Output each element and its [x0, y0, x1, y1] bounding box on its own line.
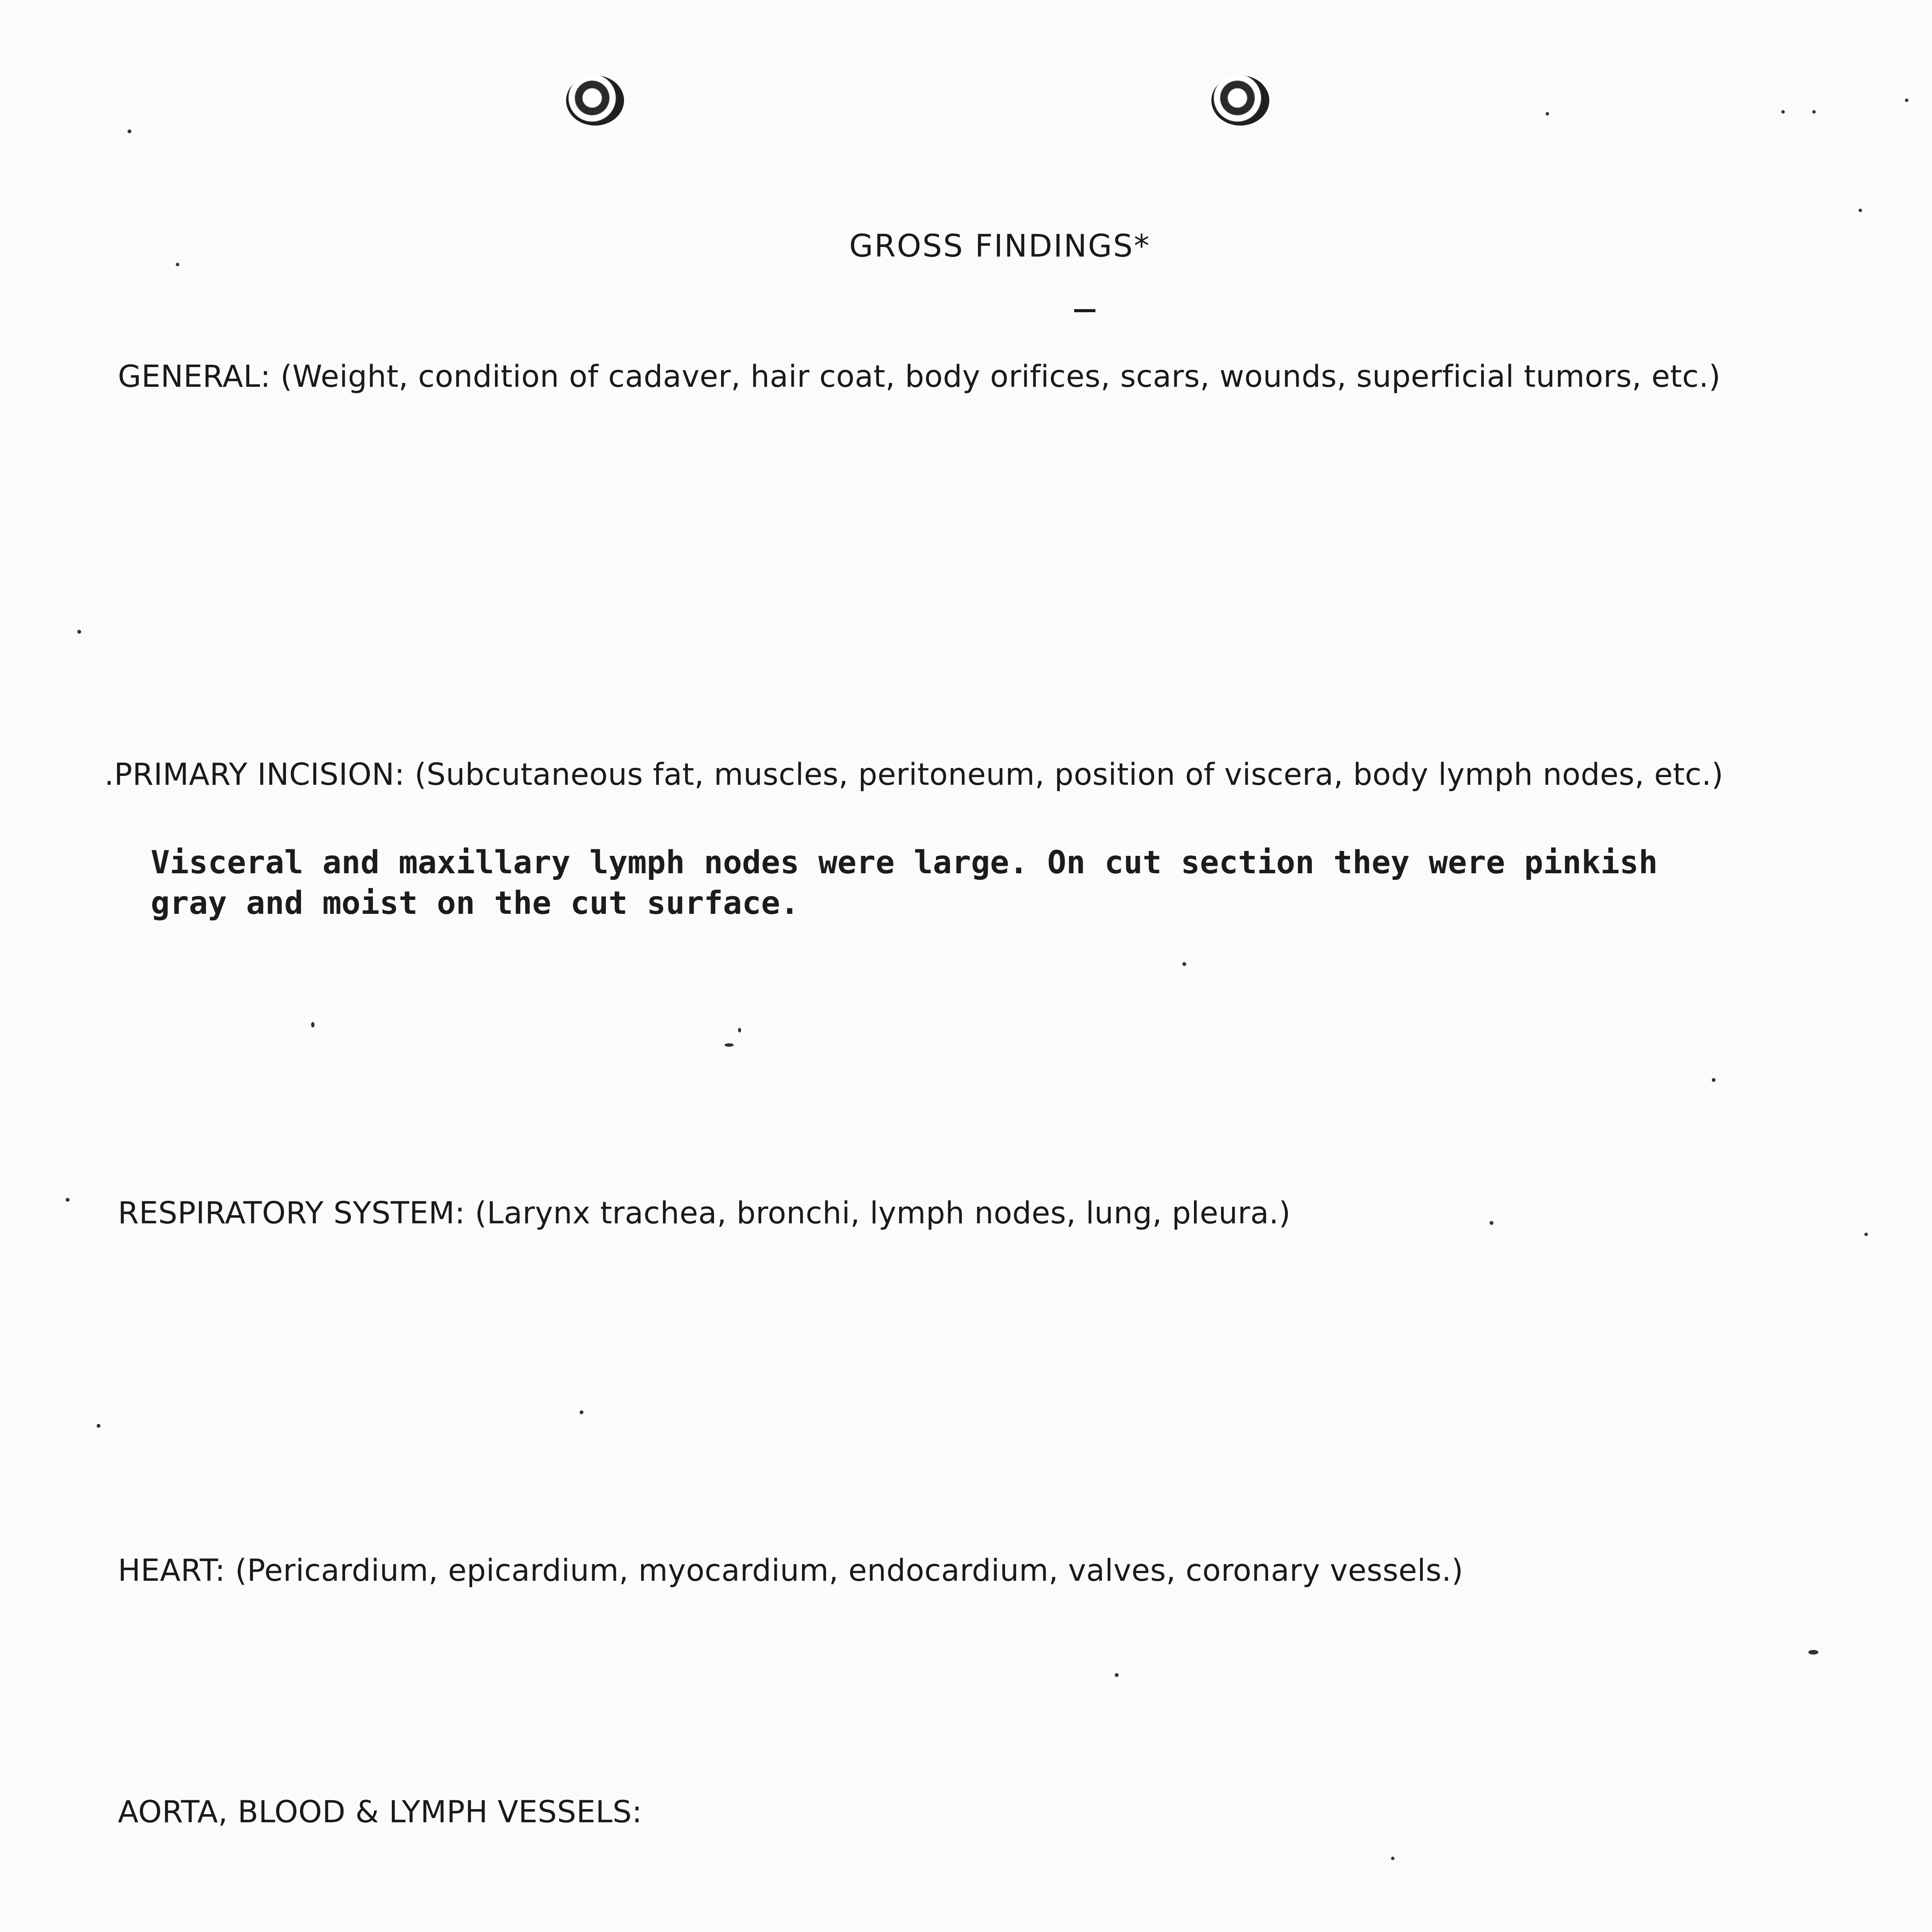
- scan-speck: [1546, 112, 1549, 116]
- scan-speck: [738, 1028, 741, 1032]
- page-title: GROSS FINDINGS*: [849, 228, 1151, 264]
- scan-speck: [1391, 1857, 1395, 1860]
- scan-speck: [176, 263, 179, 266]
- scan-speck: [1812, 110, 1816, 114]
- section-aorta-label: AORTA, BLOOD & LYMPH VESSELS:: [118, 1795, 643, 1830]
- scan-speck: [1182, 962, 1186, 966]
- scan-speck: [1905, 99, 1908, 102]
- scan-speck: [1712, 1078, 1716, 1082]
- primary-incision-entry-line-2: gray and moist on the cut surface.: [151, 885, 799, 922]
- scan-speck: [1808, 1650, 1818, 1655]
- scan-speck: [128, 129, 131, 133]
- section-primary-incision-label: .PRIMARY INCISION: (Subcutaneous fat, muscles, peritoneum, position of viscera, body lymph nodes, etc.): [104, 757, 1724, 792]
- scan-speck: [1781, 110, 1785, 114]
- title-dash: [1074, 309, 1095, 312]
- scan-speck: [1864, 1233, 1868, 1236]
- section-general-label: GENERAL: (Weight, condition of cadaver, hair coat, body orifices, scars, wounds, superficial tumors, etc.): [118, 359, 1721, 394]
- punch-hole-right: [1211, 75, 1269, 126]
- scan-speck: [724, 1043, 734, 1047]
- scan-speck: [97, 1424, 100, 1428]
- primary-incision-entry-line-1: Visceral and maxillary lymph nodes were large. On cut section they were pinkish: [151, 844, 1658, 881]
- scan-speck: [77, 630, 81, 634]
- scan-speck: [311, 1022, 315, 1027]
- section-respiratory-label: RESPIRATORY SYSTEM: (Larynx trachea, bronchi, lymph nodes, lung, pleura.): [118, 1196, 1291, 1231]
- scan-speck: [1490, 1221, 1493, 1225]
- section-heart-label: HEART: (Pericardium, epicardium, myocardium, endocardium, valves, coronary vessels.): [118, 1553, 1464, 1588]
- scan-speck: [66, 1198, 70, 1202]
- punch-hole-left: [566, 75, 624, 126]
- scan-speck: [580, 1410, 583, 1414]
- scan-speck: [1859, 209, 1862, 212]
- scan-speck: [1115, 1673, 1119, 1677]
